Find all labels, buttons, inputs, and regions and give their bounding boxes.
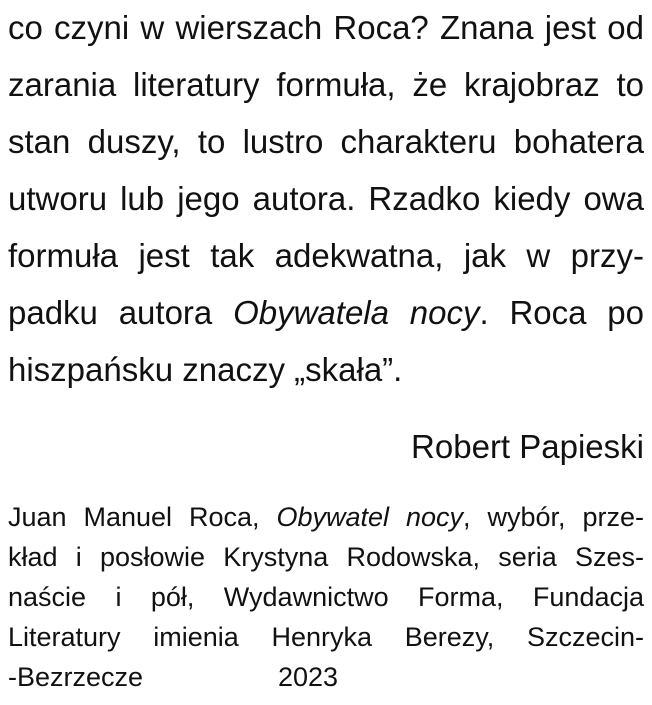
author-signature: Robert Papieski	[411, 428, 644, 465]
bibliography-line: Literatury imienia Henryka Berezy, Szczecin-	[8, 622, 644, 652]
bibliography-line: naście i pół, Wydawnictwo Forma, Fundacja	[8, 582, 644, 612]
article-line: stan duszy, to lustro charakteru bohatera	[8, 123, 644, 160]
publication-year: 2023	[278, 662, 339, 692]
article-line-with-title	[8, 293, 644, 333]
article-text: . Roca po	[479, 294, 644, 331]
bibliography-line	[8, 500, 644, 534]
publication-place: -Bezrzecze	[8, 662, 144, 692]
article-text: padku autora	[8, 294, 234, 331]
article-line: zarania literatury formuła, że krajobraz to	[8, 66, 644, 103]
article-line: utworu lub jego autora. Rzadko kiedy owa	[8, 180, 644, 217]
book-title: Obywatela nocy	[233, 294, 480, 331]
bibliography-line	[8, 660, 644, 694]
bibliography-text: Juan Manuel Roca,	[8, 502, 277, 532]
article-line: co czyni w wierszach Roca? Znana jest od	[8, 9, 644, 46]
bibliography-line: kład i posłowie Krystyna Rodowska, seria Szes-	[8, 542, 644, 572]
article-line: formuła jest tak adekwatna, jak w przy-	[8, 237, 644, 274]
article-line: hiszpańsku znaczy „skała”.	[8, 351, 403, 388]
bibliography-text: , wybór, prze-	[463, 502, 645, 532]
book-title: Obywatel nocy	[276, 502, 464, 532]
